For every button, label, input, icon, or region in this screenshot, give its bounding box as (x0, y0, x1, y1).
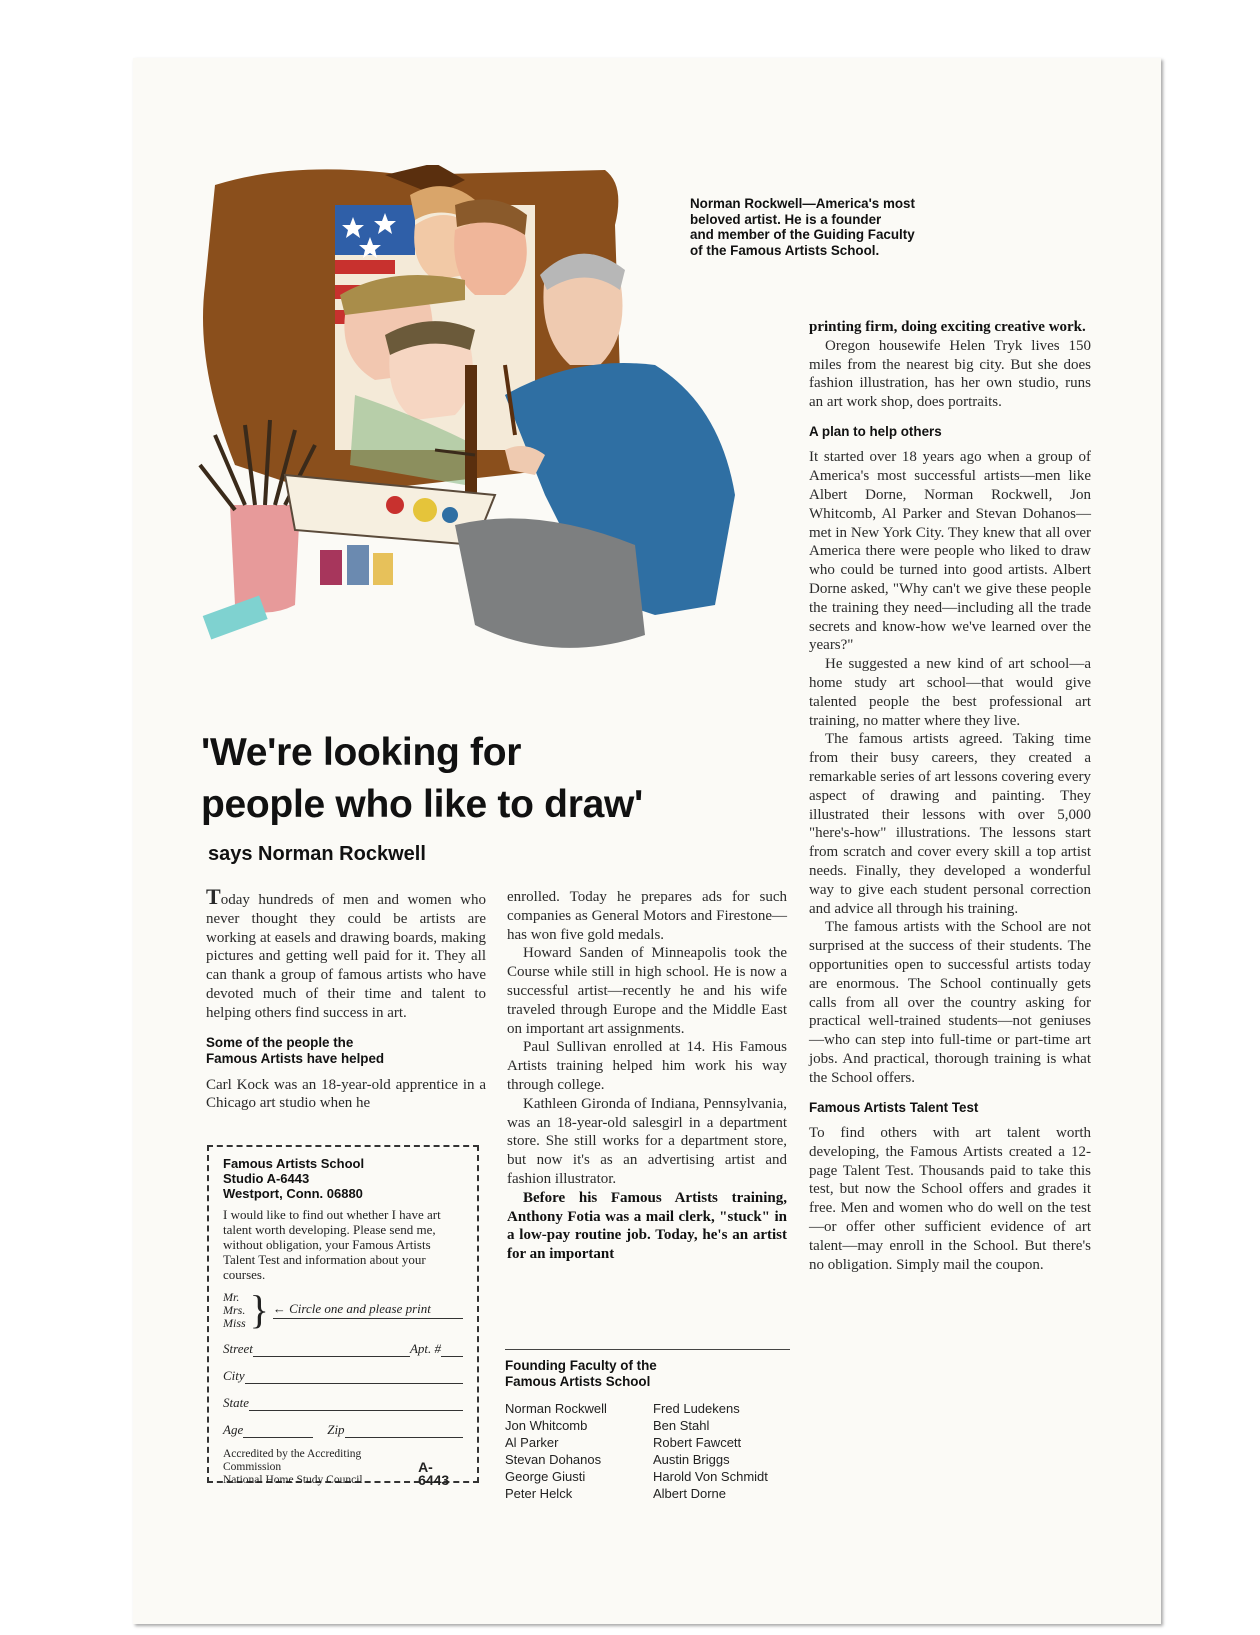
apt-line[interactable] (441, 1342, 463, 1357)
faculty-name: Al Parker (505, 1435, 559, 1450)
faculty-name: George Giusti (505, 1469, 586, 1484)
coupon-request-text: I would like to find out whether I have art talent worth developing. Please send me, without obligation, your Famous Artists Talent Test and information about your courses. (223, 1207, 441, 1282)
faculty-name: Jon Whitcomb (505, 1418, 588, 1433)
caption-line: beloved artist. He is a founder (690, 211, 882, 227)
paint-bottle-2 (347, 545, 369, 585)
coupon-studio: Studio A-6443 (223, 1171, 310, 1186)
zip-label: Zip (327, 1422, 345, 1437)
paint-dab-red (386, 496, 404, 514)
state-field[interactable] (223, 1394, 463, 1411)
paragraph-bold: Before his Famous Artists training, Anthony Fotia was a mail clerk, "stuck" in a low-pay routine job. Today, he's an artist for an important (507, 1189, 787, 1263)
headline-line-1: 'We're looking for (201, 731, 522, 774)
coupon-school-name: Famous Artists School (223, 1156, 365, 1171)
faculty-heading-line: Famous Artists School (505, 1374, 651, 1389)
paint-dab-yellow (413, 498, 437, 522)
faculty-name: Robert Fawcett (653, 1435, 742, 1450)
faculty-names (505, 1400, 790, 1502)
title-option-mrs[interactable]: Mrs. (223, 1302, 246, 1317)
paragraph-bold: printing firm, doing exciting creative work. (809, 319, 1086, 335)
street-line[interactable] (253, 1342, 410, 1357)
drop-cap: T (206, 884, 221, 909)
paragraph: enrolled. Today he prepares ads for such companies as General Motors and Firestone—has won five gold medals. (507, 889, 787, 943)
brace-glyph: } (249, 1287, 269, 1332)
title-option-miss[interactable]: Miss (223, 1315, 246, 1330)
paint-bottle-1 (320, 550, 342, 585)
young-man-face (454, 221, 527, 295)
section-heading-talent-test: Famous Artists Talent Test (809, 1099, 979, 1115)
coupon-address (223, 1156, 463, 1201)
apt-label: Apt. # (409, 1341, 441, 1356)
section-heading-line: Famous Artists have helped (206, 1051, 385, 1067)
accreditation-line: Accredited by the Accrediting Commission (223, 1448, 362, 1473)
street-label: Street (223, 1341, 253, 1356)
state-label: State (223, 1395, 249, 1410)
faculty-name: Austin Briggs (653, 1452, 730, 1467)
founding-faculty-box (505, 1349, 790, 1502)
mail-in-coupon[interactable] (207, 1145, 479, 1488)
paragraph: The famous artists with the School are not surprised at the success of their students. The opportunities open to successful artists today are enormous. The School continually gets calls from all over the country asking for practical well-trained students—not geniuses—who can step into full-time or part-time art jobs. And practical, thorough training is what the School offers. (809, 919, 1091, 1086)
faculty-name: Norman Rockwell (505, 1401, 607, 1416)
headline-line-2: people who like to draw' (201, 783, 643, 826)
zip-line[interactable] (345, 1423, 463, 1438)
accreditation-line: National Home Study Council (223, 1474, 363, 1486)
paragraph: It started over 18 years ago when a group of America's most successful artists—men like Albert Dorne, Norman Rockwell, Jon Whitcomb, Al Parker and Stevan Dohanos—met in New York City. They knew that all over America there were people who liked to draw who could be turned into good artists. Albert Dorne asked, "Why can't we give these people the training they need—including all the trade secrets and know-how we've learned over the years?" (809, 449, 1091, 654)
intro-text: oday hundreds of men and women who never thought they could be artists are working at easels and drawing boards, making pictures and getting well paid for it. They all can thank a group of famous artists who have devoted much of their time and talent to helping others find success in art. (206, 892, 486, 1021)
faculty-heading (505, 1358, 790, 1390)
faculty-name: Fred Ludekens (653, 1401, 740, 1416)
ad-headline (201, 727, 721, 831)
age-label: Age (223, 1422, 244, 1437)
accreditation-row (223, 1448, 463, 1487)
brush-jar (230, 505, 300, 613)
paragraph: He suggested a new kind of art school—a home study art school—that would give talented people the best professional art training, no matter where they live. (809, 656, 1091, 729)
section-heading-plan: A plan to help others (809, 423, 942, 439)
ad-subhead: says Norman Rockwell (208, 843, 426, 865)
paint-dab-blue (442, 507, 458, 523)
caption-line: Norman Rockwell—America's most (690, 196, 915, 211)
caption-line: and member of the Guiding Faculty (690, 227, 915, 242)
section-heading-people-helped (206, 1035, 486, 1068)
faculty-name: Stevan Dohanos (505, 1452, 602, 1467)
faculty-name: Albert Dorne (653, 1486, 726, 1501)
title-option-mr[interactable]: Mr. (223, 1289, 240, 1304)
coupon-city-zip: Westport, Conn. 06880 (223, 1186, 363, 1201)
faculty-name: Peter Helck (505, 1486, 573, 1501)
section-heading-line: Some of the people the (206, 1034, 354, 1050)
intro-paragraph (206, 884, 486, 1023)
coupon-code: A-6443 (418, 1459, 450, 1488)
city-label: City (223, 1368, 245, 1383)
age-zip-field[interactable] (223, 1421, 463, 1438)
state-line[interactable] (249, 1396, 463, 1411)
paragraph: Paul Sullivan enrolled at 14. His Famous Artists training helped him work his way through college. (507, 1039, 787, 1093)
paragraph: Howard Sanden of Minneapolis took the Course while still in high school. He is now a successful artist—recently he and his wife traveled through Europe and the Middle East on important art assignments. (507, 945, 787, 1037)
city-field[interactable] (223, 1367, 463, 1384)
faculty-name: Ben Stahl (653, 1418, 710, 1433)
paragraph: Kathleen Gironda of Indiana, Pennsylvania, was an 18-year-old salesgirl in a department store. She still works for a department store, but now it's as an advertising artist and fashion illustrator. (507, 1095, 787, 1187)
age-line[interactable] (243, 1423, 313, 1438)
paragraph: Oregon housewife Helen Tryk lives 150 miles from the nearest big city. But she does fashion illustration, has her own studio, runs an art work shop, does portraits. (809, 337, 1091, 411)
caption-line: of the Famous Artists School. (690, 242, 880, 258)
paint-bottle-3 (373, 553, 393, 585)
street-field[interactable] (223, 1340, 463, 1357)
accreditation-text (223, 1448, 418, 1487)
city-line[interactable] (245, 1369, 463, 1384)
faculty-name: Harold Von Schmidt (653, 1469, 768, 1484)
paragraph: To find others with art talent worth developing, the Famous Artists created a 12-page Talent Test. Thousands paid to take this test, but now the School offers and grades it free. Men and women who do well on the test—or offer other sufficient evidence of art talent—may enroll in the School. But there's no obligation. Simply mail the coupon. (809, 1125, 1091, 1273)
illustration-caption (690, 196, 970, 258)
paragraph: Carl Kock was an 18-year-old apprentice in a Chicago art studio when he (206, 1076, 486, 1112)
text-column-2 (507, 888, 787, 1264)
coupon-title-field[interactable] (223, 1287, 463, 1332)
text-column-3 (809, 318, 1091, 1274)
text-column-1 (206, 884, 486, 1113)
faculty-heading-line: Founding Faculty of the (505, 1358, 657, 1373)
title-options[interactable] (223, 1291, 246, 1330)
circle-note: ← Circle one and please print (273, 1301, 463, 1319)
paragraph: The famous artists agreed. Taking time from their busy careers, they created a remarkable series of art lessons covering every aspect of drawing and painting. They illustrated their lessons with over 5,000 "here's-how" illustrations. The lessons start from scratch and cover every skill a top artist needs. Finally, they developed a wonderful way to give each student personal correction and advice all through his training. (809, 731, 1091, 917)
